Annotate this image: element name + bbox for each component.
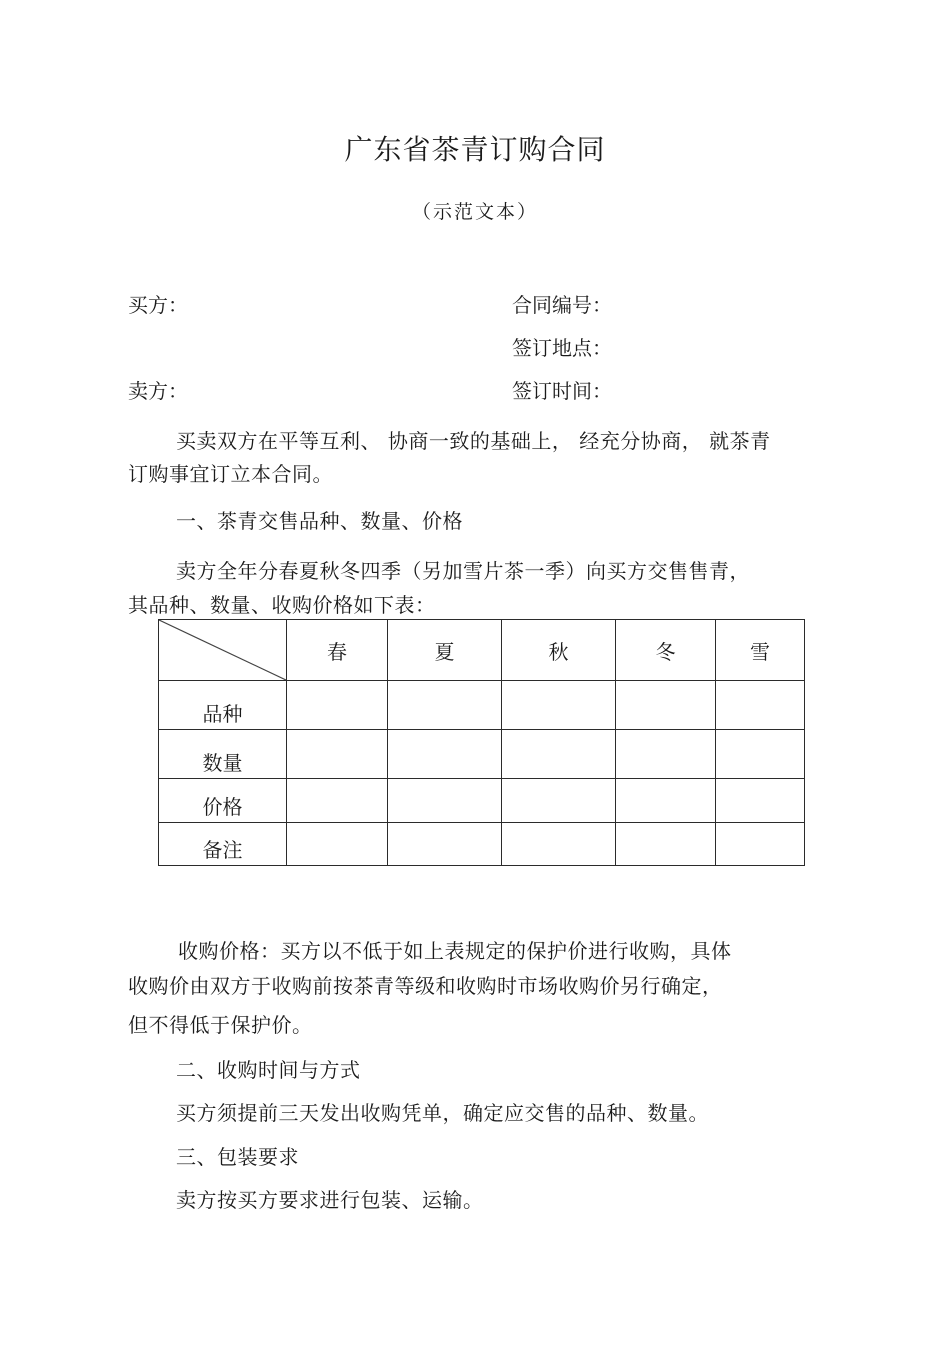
document-subtitle: （示范文本） — [411, 201, 538, 223]
table-cell — [716, 823, 805, 866]
intro-line-1: 买卖双方在平等互利、 协商一致的基础上， 经充分协商， 就茶青 — [176, 429, 771, 453]
table-cell — [502, 681, 616, 730]
table-cell — [502, 730, 616, 779]
sign-place-label: 签订地点： — [512, 336, 612, 360]
table-cell — [716, 681, 805, 730]
table-cell — [616, 681, 716, 730]
table-cell — [716, 730, 805, 779]
table-cell — [388, 730, 502, 779]
table-cell — [388, 779, 502, 823]
table-row — [159, 730, 805, 779]
section3-heading: 三、包装要求 — [176, 1145, 299, 1169]
purchase-table — [158, 619, 805, 866]
row-label-variety: 品种 — [159, 681, 287, 730]
document-title: 广东省茶青订购合同 — [344, 133, 606, 166]
table-cell — [502, 779, 616, 823]
diagonal-line — [159, 620, 286, 680]
price-clause-line-1: 收购价格：买方以不低于如上表规定的保护价进行收购，具体 — [178, 939, 732, 963]
table-cell — [287, 681, 388, 730]
section1-heading: 一、茶青交售品种、数量、价格 — [176, 509, 463, 533]
table-cell — [287, 730, 388, 779]
row-label-price: 价格 — [159, 779, 287, 823]
row-label-remarks: 备注 — [159, 823, 287, 866]
section2-heading: 二、收购时间与方式 — [176, 1058, 361, 1082]
table-cell — [388, 681, 502, 730]
table-corner-cell — [159, 620, 287, 681]
table-cell — [287, 779, 388, 823]
season-header-winter: 冬 — [616, 620, 716, 681]
table-cell — [616, 730, 716, 779]
season-header-spring: 春 — [287, 620, 388, 681]
intro-line-2: 订购事宜订立本合同。 — [128, 462, 333, 486]
price-clause-line-3: 但不得低于保护价。 — [128, 1013, 313, 1037]
section1-line-1: 卖方全年分春夏秋冬四季（另加雪片茶一季）向买方交售售青， — [176, 559, 750, 583]
table-row — [159, 779, 805, 823]
table-row — [159, 681, 805, 730]
table-cell — [616, 779, 716, 823]
table-cell — [716, 779, 805, 823]
table-header-row — [159, 620, 805, 681]
section1-line-2: 其品种、数量、收购价格如下表： — [128, 593, 436, 617]
season-header-snow: 雪 — [716, 620, 805, 681]
section2-text: 买方须提前三天发出收购凭单，确定应交售的品种、数量。 — [176, 1101, 709, 1125]
sign-time-label: 签订时间： — [512, 379, 612, 403]
buyer-label: 买方： — [128, 293, 188, 317]
table-cell — [502, 823, 616, 866]
season-header-autumn: 秋 — [502, 620, 616, 681]
table-cell — [287, 823, 388, 866]
contract-no-label: 合同编号： — [512, 293, 612, 317]
price-clause-line-2: 收购价由双方于收购前按茶青等级和收购时市场收购价另行确定， — [128, 974, 723, 998]
section3-text: 卖方按买方要求进行包装、运输。 — [176, 1188, 484, 1212]
table-row — [159, 823, 805, 866]
row-label-quantity: 数量 — [159, 730, 287, 779]
table-cell — [616, 823, 716, 866]
season-header-summer: 夏 — [388, 620, 502, 681]
seller-label: 卖方： — [128, 379, 188, 403]
table-cell — [388, 823, 502, 866]
